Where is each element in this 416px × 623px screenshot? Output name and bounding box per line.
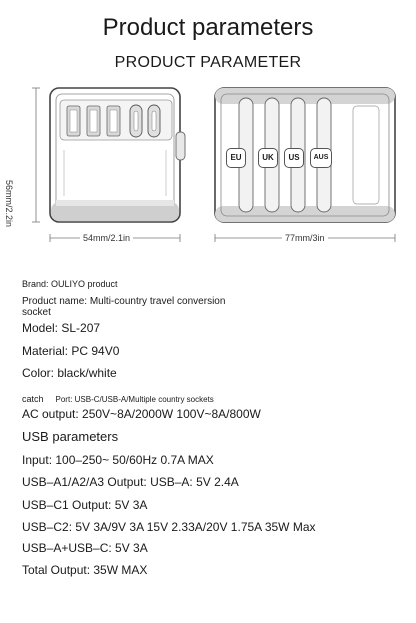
spec-total-output: Total Output: 35W MAX: [22, 563, 148, 577]
plug-badge-us: US: [284, 148, 304, 168]
page-subtitle: PRODUCT PARAMETER: [114, 54, 302, 71]
usb-c-port-1: [130, 105, 142, 137]
plug-badge-uk: UK: [258, 148, 278, 168]
side-slider: [176, 132, 185, 160]
plug-badge-aus: AUS: [310, 148, 332, 168]
usb-a-port-2: [87, 106, 100, 136]
spec-catch-value: Port: USB-C/USB-A/Multiple country sockets: [55, 395, 214, 404]
spec-usb-a-output: USB–A1/A2/A3 Output: USB–A: 5V 2.4A: [22, 475, 239, 489]
front-width-label: 54mm/2.1in: [80, 233, 133, 243]
spec-color: Color: black/white: [22, 366, 117, 380]
spec-catch-label: catch: [22, 394, 44, 404]
spec-combined-output: USB–A+USB–C: 5V 3A: [22, 541, 148, 555]
usb-c-port-2: [148, 105, 160, 137]
side-width-label: 77mm/3in: [282, 233, 328, 243]
spec-model: Model: SL-207: [22, 321, 101, 335]
spec-product-name: Product name: Multi-country travel conversion: [22, 296, 226, 307]
spec-catch: [22, 389, 214, 407]
usb-a-port-1: [67, 106, 80, 136]
spec-brand: Brand: OULIYO product: [22, 279, 118, 289]
spec-product-name-cont: socket: [22, 307, 51, 318]
spec-material: Material: PC 94V0: [22, 344, 120, 358]
usb-parameters-heading: USB parameters: [22, 429, 119, 444]
spec-ac-output: AC output: 250V~8A/2000W 100V~8A/800W: [22, 407, 261, 421]
height-label: 56mm/2.2in: [4, 180, 14, 228]
spec-usb-c2-output: USB–C2: 5V 3A/9V 3A 15V 2.33A/20V 1.75A 35W Max: [22, 520, 316, 534]
plug-badge-eu: EU: [226, 148, 246, 168]
spec-input: Input: 100–250~ 50/60Hz 0.7A MAX: [22, 453, 214, 467]
spec-usb-c1-output: USB–C1 Output: 5V 3A: [22, 498, 148, 512]
page-title: Product parameters: [102, 14, 314, 41]
usb-a-port-3: [107, 106, 120, 136]
plug-badges: [226, 148, 346, 170]
